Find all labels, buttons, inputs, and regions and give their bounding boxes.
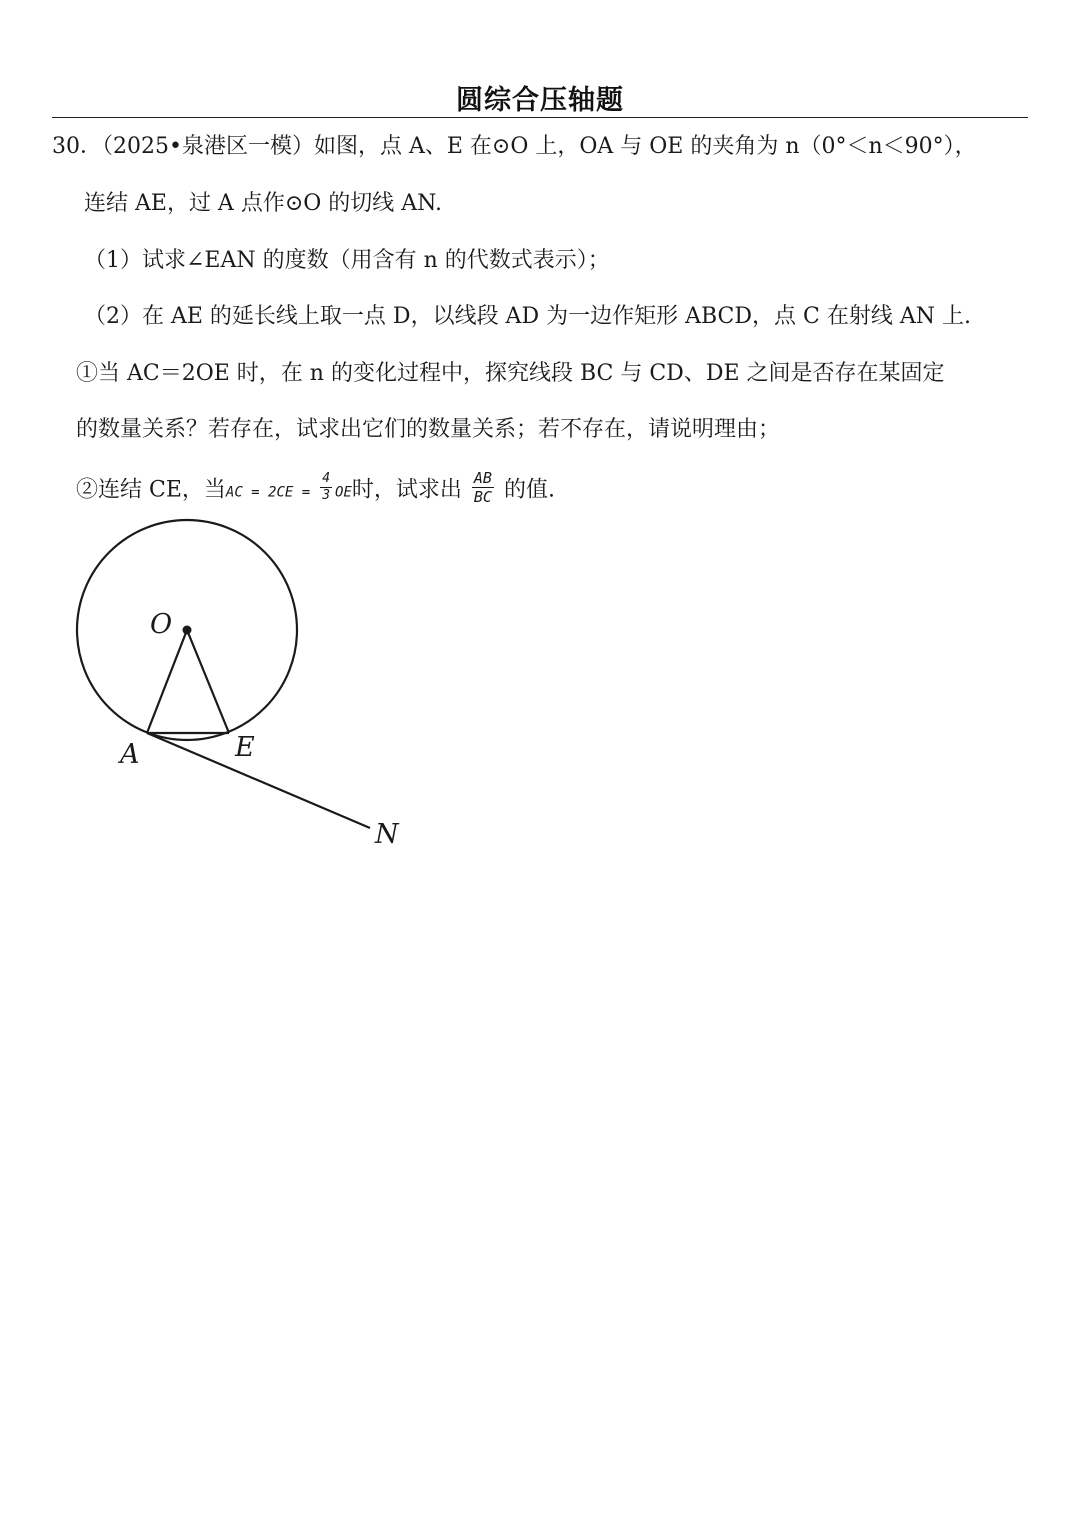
fraction-four-thirds-denominator: 3 — [322, 488, 331, 503]
fraction-ab-numerator: AB — [473, 469, 492, 487]
fraction-ab-over-bc — [472, 469, 494, 506]
radius-oa — [147, 630, 187, 733]
sub-question-2-prefix: ②连结 CE，当 — [76, 477, 226, 503]
sub-question-1-line-2: 的数量关系？若存在，试求出它们的数量关系；若不存在，请说明理由； — [76, 417, 781, 442]
title-divider — [52, 117, 1028, 118]
label-e: E — [235, 732, 255, 763]
question-part-2: （2）在 AE 的延长线上取一点 D，以线段 AD 为一边作矩形 ABCD，点 C 在射线 AN 上. — [84, 304, 971, 329]
sub-question-2-suffix: 的值. — [503, 477, 555, 503]
geometry-figure — [0, 500, 460, 860]
question-part-1: （1）试求∠EAN 的度数（用含有 n 的代数式表示）； — [84, 248, 610, 273]
sub-question-2-middle: 时，试求出 — [351, 477, 462, 503]
formula-oe: OE — [335, 484, 352, 501]
page-title: 圆综合压轴题 — [456, 85, 624, 116]
fraction-bc-denominator: BC — [473, 488, 492, 506]
radius-oe — [187, 630, 229, 733]
problem-statement-line-2: 连结 AE，过 A 点作⊙O 的切线 AN. — [84, 191, 442, 216]
tangent-an — [147, 733, 370, 828]
problem-statement-line-1: 30．（2025•泉港区一模）如图，点 A、E 在⊙O 上，OA 与 OE 的夹角为 n（0°＜n＜90°）， — [52, 134, 977, 159]
label-n: N — [375, 819, 399, 850]
sub-question-1-line-1: ①当 AC＝2OE 时，在 n 的变化过程中，探究线段 BC 与 CD、DE 之间是否存在某固定 — [76, 361, 945, 386]
label-a: A — [120, 739, 140, 770]
formula-ac-2ce: AC = 2CE = — [225, 484, 311, 501]
label-o: O — [150, 609, 173, 640]
fraction-four-thirds-numerator: 4 — [322, 471, 331, 486]
